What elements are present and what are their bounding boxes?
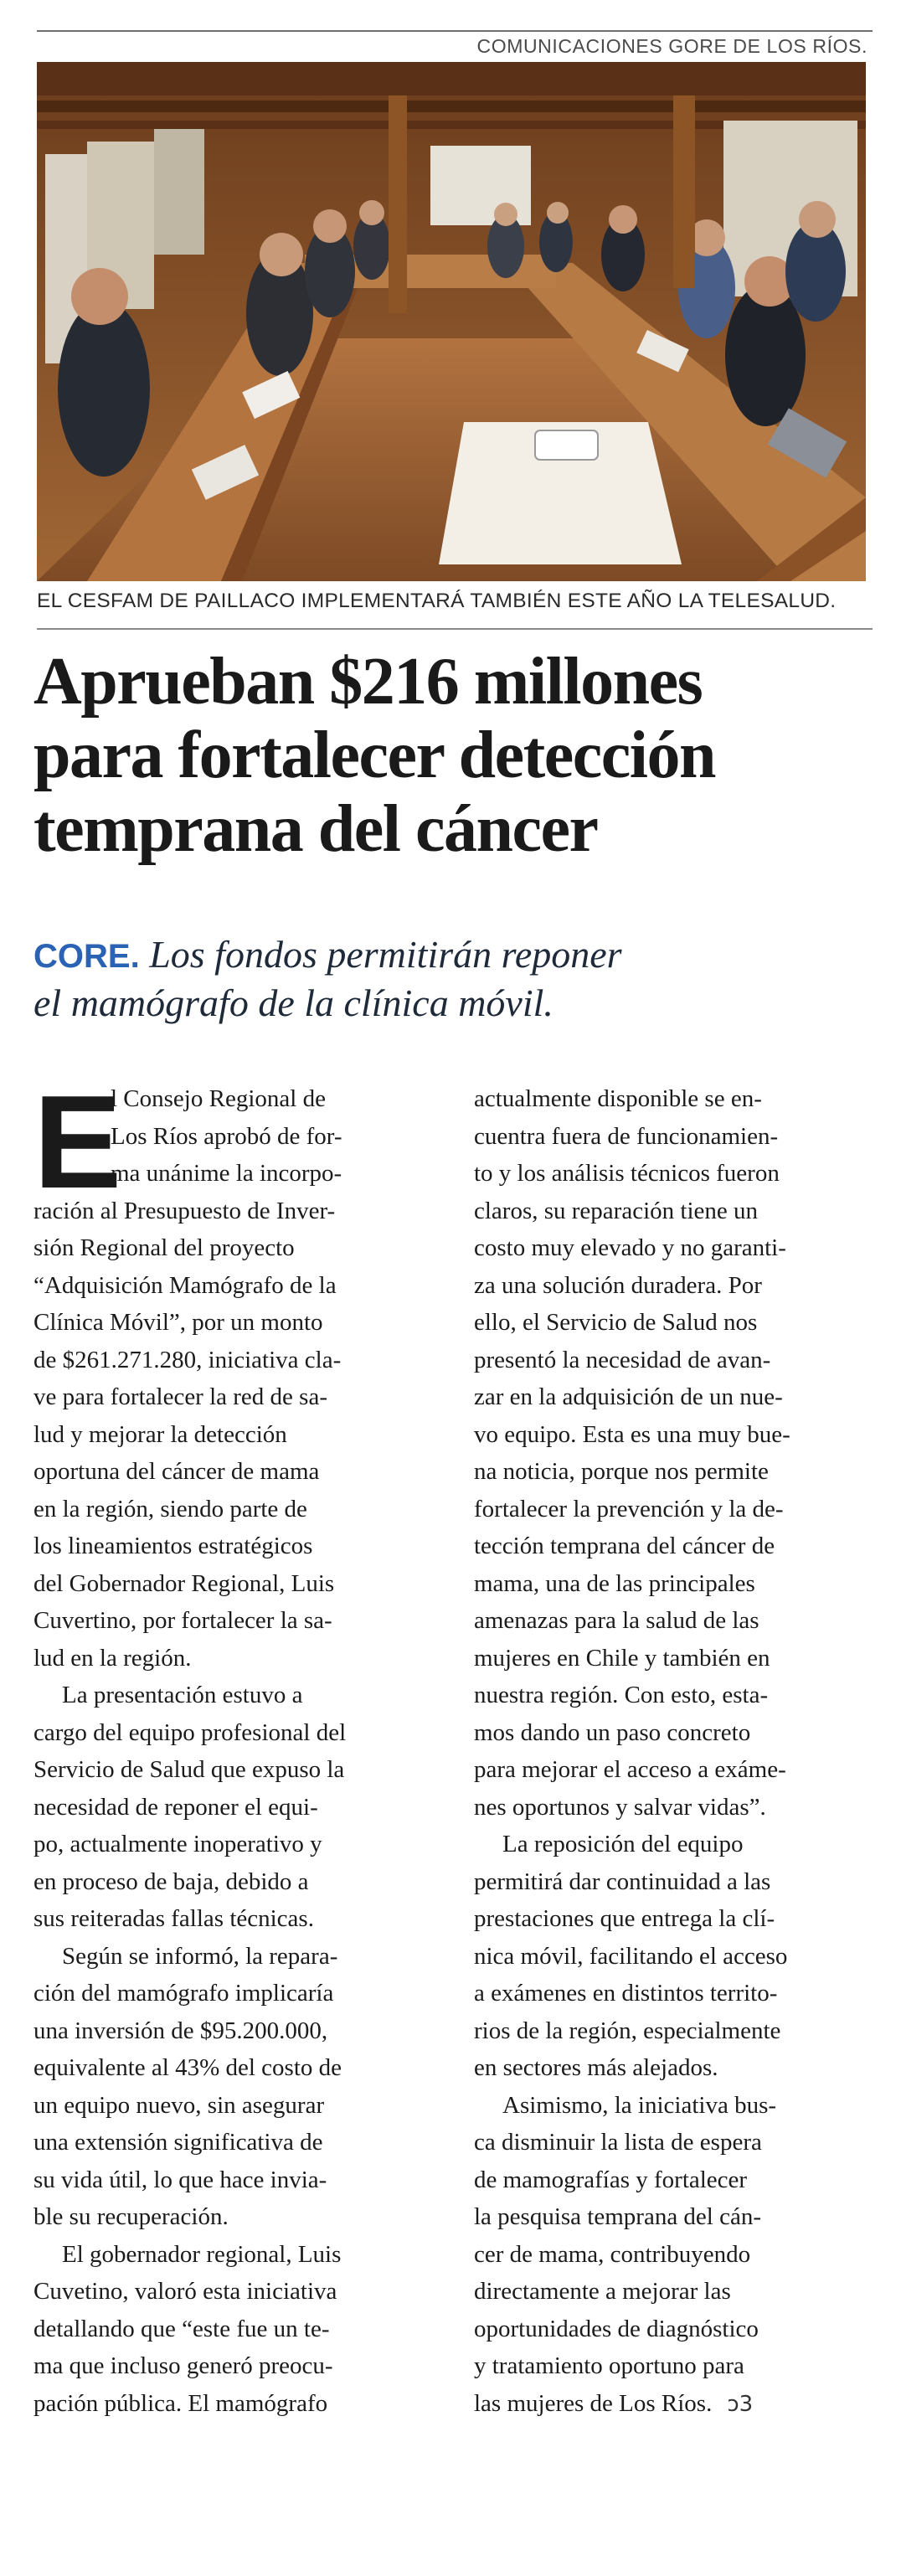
body-line: to y los análisis técnicos fueron — [474, 1160, 780, 1187]
body-line: Servicio de Salud que expuso la — [33, 1756, 345, 1783]
body-line: oportunidades de diagnóstico — [474, 2315, 759, 2342]
body-line: Cuvertino, por fortalecer la sa- — [33, 1607, 332, 1634]
body-line: y tratamiento oportuno para — [474, 2352, 744, 2379]
caption-divider — [37, 628, 873, 630]
body-line: del Gobernador Regional, Luis — [33, 1569, 335, 1597]
body-line: za una solución duradera. Por — [474, 1271, 762, 1299]
body-line: necesidad de reponer el equi- — [33, 1793, 318, 1821]
body-line: cargo del equipo profesional del — [33, 1718, 347, 1746]
body-column-right — [474, 1080, 884, 2422]
body-line: las mujeres de Los Ríos. ↄ3 — [474, 2389, 754, 2417]
body-line: Asimismo, la iniciativa bus- — [502, 2091, 777, 2119]
body-line: Clínica Móvil”, por un monto — [33, 1309, 323, 1336]
body-line: ma unánime la incorpo- — [111, 1160, 342, 1187]
body-line: lud y mejorar la detección — [33, 1420, 287, 1448]
body-line: mujeres en Chile y también en — [474, 1644, 770, 1672]
body-line: sión Regional del proyecto — [33, 1234, 295, 1261]
body-line: ve para fortalecer la red de sa- — [33, 1383, 327, 1410]
body-line: su vida útil, lo que hace invia- — [33, 2166, 327, 2193]
body-line: fortalecer la prevención y la de- — [474, 1495, 784, 1522]
body-line: El gobernador regional, Luis — [62, 2240, 342, 2268]
body-line: La presentación estuvo a — [62, 1682, 303, 1708]
body-line: en la región, siendo parte de — [33, 1495, 307, 1522]
body-column-left — [33, 1069, 444, 2422]
body-line: directamente a mejorar las — [474, 2278, 731, 2305]
body-line: sus reiteradas fallas técnicas. — [33, 1905, 314, 1932]
body-line: en proceso de baja, debido a — [33, 1868, 309, 1895]
body-line: ración al Presupuesto de Inver- — [33, 1197, 336, 1224]
body-line: amenazas para la salud de las — [474, 1607, 759, 1634]
body-line: ble su recuperación. — [33, 2203, 229, 2230]
end-of-article-mark: ↄ3 — [727, 2391, 754, 2417]
body-line: costo muy elevado y no garanti- — [474, 1234, 786, 1261]
body-line: La reposición del equipo — [502, 1831, 744, 1857]
meeting-photo — [37, 62, 866, 581]
body-line: ción del mamógrafo implicaría — [33, 1980, 334, 2007]
body-line: de mamografías y fortalecer — [474, 2166, 748, 2193]
body-line: un equipo nuevo, sin asegurar — [33, 2091, 325, 2119]
body-line: pación pública. El mamógrafo — [33, 2389, 328, 2417]
body-line: actualmente disponible se en- — [474, 1085, 762, 1112]
body-line: rios de la región, especialmente — [474, 2017, 781, 2044]
body-line: Cuvetino, valoró esta iniciativa — [33, 2278, 337, 2305]
body-line: una extensión significativa de — [33, 2129, 323, 2156]
subheadline — [33, 931, 871, 1027]
article-photo — [37, 62, 866, 581]
body-line: para mejorar el acceso a exáme- — [474, 1756, 786, 1783]
body-line: lud en la región. — [33, 1644, 192, 1672]
body-line: ello, el Servicio de Salud nos — [474, 1309, 758, 1336]
subheadline-text-1: Los fondos permitirán reponer — [149, 933, 622, 976]
drop-cap: E — [33, 1069, 122, 1216]
body-line: ma que incluso generó preocu- — [33, 2352, 333, 2379]
photo-credit: COMUNICACIONES GORE DE LOS RÍOS. — [476, 35, 868, 57]
body-line: prestaciones que entrega la clí- — [474, 1905, 775, 1932]
body-line: vo equipo. Esta es una muy bue- — [474, 1420, 790, 1448]
body-line: oportuna del cáncer de mama — [33, 1458, 320, 1485]
body-line: “Adquisición Mamógrafo de la — [33, 1271, 337, 1299]
body-line: nes oportunos y salvar vidas”. — [474, 1793, 766, 1821]
body-line: Los Ríos aprobó de for- — [111, 1122, 342, 1150]
top-rule — [37, 30, 873, 32]
body-line: ca disminuir la lista de espera — [474, 2129, 762, 2156]
body-line: a exámenes en distintos territo- — [474, 1980, 778, 2007]
headline-line-2: para fortalecer detección — [33, 719, 715, 792]
subheadline-line-1 — [33, 931, 871, 980]
body-line: en sectores más alejados. — [474, 2054, 718, 2081]
headline — [33, 645, 871, 866]
body-line: permitirá dar continuidad a las — [474, 1868, 771, 1895]
body-line: Según se informó, la repara- — [62, 1942, 338, 1970]
body-line: equivalente al 43% del costo de — [33, 2054, 342, 2081]
section-kicker: CORE. — [33, 938, 140, 975]
body-line: de $261.271.280, iniciativa cla- — [33, 1346, 342, 1373]
photo-caption: EL CESFAM DE PAILLACO IMPLEMENTARÁ TAMBIÉN ESTE AÑO LA TELESALUD. — [37, 590, 837, 612]
body-line: mos dando un paso concreto — [474, 1718, 751, 1746]
body-line: una inversión de $95.200.000, — [33, 2017, 328, 2044]
subheadline-text-2: el mamógrafo de la clínica móvil. — [33, 981, 553, 1024]
headline-line-3: temprana del cáncer — [33, 792, 598, 866]
body-line: cer de mama, contribuyendo — [474, 2240, 751, 2268]
headline-line-1: Aprueban $216 millones — [33, 645, 703, 719]
body-line: zar en la adquisición de un nue- — [474, 1383, 783, 1410]
body-line: na noticia, porque nos permite — [474, 1458, 769, 1485]
body-line: nuestra región. Con esto, esta- — [474, 1682, 769, 1708]
body-line: mama, una de las principales — [474, 1569, 755, 1597]
body-line: presentó la necesidad de avan- — [474, 1346, 771, 1373]
body-line: detallando que “este fue un te- — [33, 2315, 330, 2342]
body-line: la pesquisa temprana del cán- — [474, 2203, 762, 2230]
body-line: cuentra fuera de funcionamien- — [474, 1122, 779, 1150]
body-line: l Consejo Regional de — [111, 1085, 326, 1112]
body-line: claros, su reparación tiene un — [474, 1197, 758, 1224]
body-line: nica móvil, facilitando el acceso — [474, 1942, 788, 1970]
body-line: los lineamientos estratégicos — [33, 1533, 313, 1559]
body-line: tección temprana del cáncer de — [474, 1533, 775, 1559]
body-line: po, actualmente inoperativo y — [33, 1831, 322, 1857]
